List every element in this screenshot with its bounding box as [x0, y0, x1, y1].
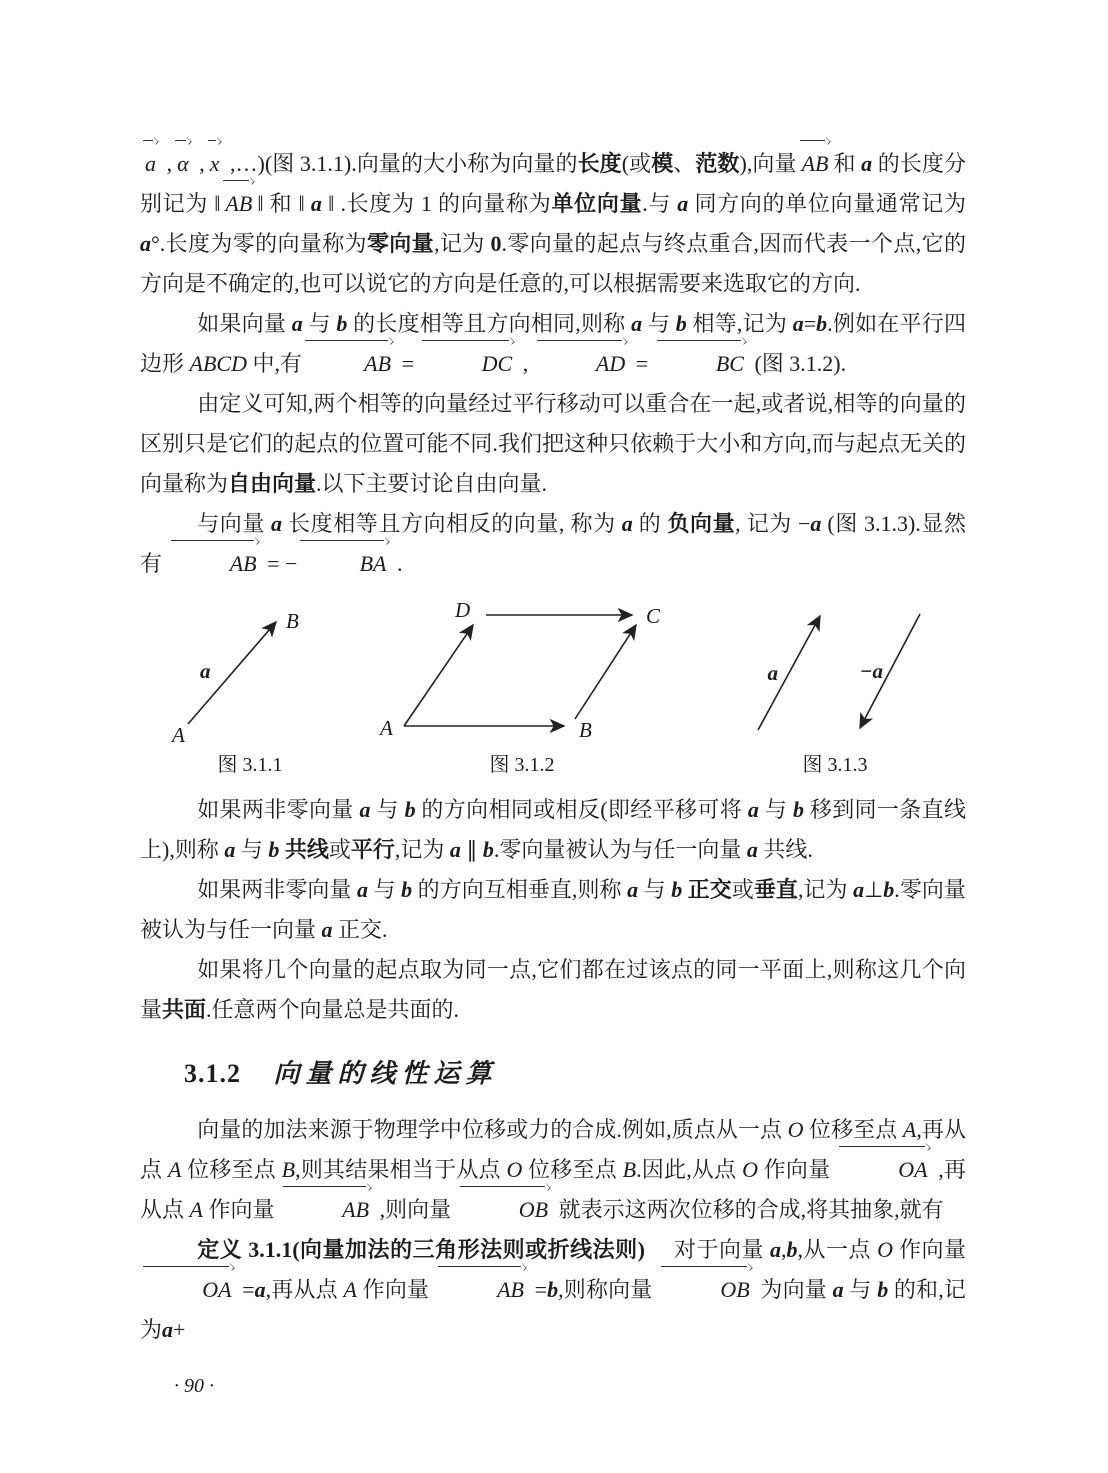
- bold-term: 单位向量: [551, 191, 643, 216]
- math-bold-italic: a: [627, 877, 639, 902]
- math-bold-italic: a: [621, 511, 633, 536]
- page-number: · 90 ·: [174, 1375, 214, 1397]
- bold-term: 零向量: [366, 231, 435, 256]
- math-bold-italic: a: [770, 1237, 782, 1262]
- vector-notation: OA: [143, 1270, 234, 1310]
- math-italic: B: [622, 1157, 637, 1182]
- figure-caption: 图 3.1.3: [802, 754, 868, 776]
- math-bold-italic: a: [832, 1277, 844, 1302]
- vector-notation: AB: [800, 144, 831, 184]
- math-bold-italic: a: [747, 797, 759, 822]
- math-bold-italic: b: [877, 1277, 889, 1302]
- math-bold-italic: a: [291, 311, 303, 336]
- math-bold-italic: b: [336, 311, 348, 336]
- math-bold-italic: a: [449, 837, 461, 862]
- math-italic: A: [167, 1157, 182, 1182]
- math-italic: ABCD: [189, 351, 247, 376]
- math-italic: O: [742, 1157, 758, 1182]
- math-italic: A: [189, 1197, 203, 1222]
- vector-diagram-parallelogram: [372, 598, 672, 748]
- vector-arrow-BC: [575, 625, 636, 719]
- vector-label-neg-a: −a: [859, 659, 883, 683]
- paragraph-vector-length: a , α , x ,…)(图 3.1.1).向量的大小称为向量的长度(或模、范数),向量 AB 和 a 的长度分别记为 ‖ AB ‖ 和 ‖ a ‖ .长度为 1 的向量称为单位向量.与 a 同方向的单位向量通常记为 a°.长度为零的向量称为零向量,记为 0.零向量的起点与终点重合,因而代表一个点,它的方向是不确定的,也可以说它的方向是任意的,可以根据需要来选取它的方向.: [140, 144, 966, 304]
- vector-notation: OB: [661, 1270, 752, 1310]
- vector-diagram-opposite-vectors: [720, 598, 950, 748]
- math-bold-italic: b: [816, 311, 828, 336]
- bold-term: 正交: [687, 877, 732, 902]
- vector-notation: AD: [537, 344, 628, 384]
- section-heading: [184, 1056, 966, 1092]
- paragraph-collinear-parallel: 如果两非零向量 a 与 b 的方向相同或相反(即经平移可将 a 与 b 移到同一条直线上),则称 a 与 b 共线或平行,记为 a ∥ b.零向量被认为与任一向量 a 共线.: [140, 797, 966, 862]
- vector-notation: OB: [460, 1190, 551, 1230]
- math-bold-italic: a: [254, 1277, 266, 1302]
- math-bold-italic: a: [861, 151, 873, 176]
- vector-label-a: a: [767, 661, 778, 685]
- math-bold-italic: b: [883, 877, 895, 902]
- math-bold-italic: b: [404, 797, 416, 822]
- paragraph-coplanar: 如果将几个向量的起点取为同一点,它们都在过该点的同一平面上,则称这几个向量共面.任意两个向量总是共面的.: [140, 957, 966, 1022]
- point-label-B: B: [286, 609, 299, 633]
- vector-notation: AB: [223, 184, 254, 224]
- math-bold-italic: a: [357, 877, 368, 902]
- figure-caption: 图 3.1.1: [217, 754, 283, 776]
- math-bold-italic: a: [224, 837, 236, 862]
- paragraph-vector-addition-origin: 向量的加法来源于物理学中位移或力的合成.例如,质点从一点 O 位移至点 A,再从点 A 位移至点 B,则其结果相当于从点 O 位移至点 B.因此,从点 O 作向量 OA ,再从点 A 作向量 AB ,则向量 OB 就表示这两次位移的合成,将其抽象,就有: [140, 1110, 966, 1230]
- math-bold-italic: b: [401, 877, 413, 902]
- math-bold-italic: b: [268, 837, 280, 862]
- math-italic: B: [281, 1157, 296, 1182]
- vector-notation: AB: [283, 1190, 371, 1230]
- paragraph-definition-3-1-1: 定义 3.1.1(向量加法的三角形法则或折线法则) 对于向量 a,b,从一点 O 作向量 OA =a,再从点 A 作向量 AB =b,则称向量 OB 为向量 a 与 b 的和,记为a+: [140, 1237, 966, 1342]
- math-bold-italic: b: [786, 1237, 798, 1262]
- bold-term: 模: [651, 151, 674, 176]
- vector-notation: BC: [657, 344, 746, 384]
- vector-notation: AB: [438, 1270, 526, 1310]
- math-italic: A: [343, 1277, 357, 1302]
- paragraph-orthogonal: 如果两非零向量 a 与 b 的方向互相垂直,则称 a 与 b 正交或垂直,记为 a⊥b.零向量被认为与任一向量 a 正交.: [140, 877, 966, 942]
- figure-3-1-1: [150, 598, 350, 780]
- point-label-A: A: [380, 716, 393, 740]
- math-bold-italic: a: [310, 191, 322, 216]
- math-bold-italic: a: [631, 311, 643, 336]
- figure-3-1-3: [720, 598, 950, 780]
- section-title: 向量的线性运算: [273, 1059, 498, 1088]
- vector-diagram-single-vector: [150, 598, 350, 748]
- bold-term: 负向量: [667, 511, 736, 536]
- vector-notation: DC: [422, 344, 514, 384]
- bold-term: 平行: [350, 837, 395, 862]
- bold-term: 自由向量: [228, 471, 317, 496]
- math-bold-italic: a: [853, 877, 865, 902]
- bold-term: 定义 3.1.1(向量加法的三角形法则或折线法则): [197, 1237, 645, 1262]
- math-bold-italic: a: [321, 917, 333, 942]
- math-bold-italic: a: [792, 311, 804, 336]
- math-bold-italic: b: [675, 311, 687, 336]
- math-bold-italic: a: [359, 797, 371, 822]
- math-bold-italic: a: [140, 231, 151, 256]
- vector-notation: a: [143, 144, 158, 184]
- math-italic: O: [787, 1117, 804, 1142]
- bold-term: 垂直: [753, 877, 798, 902]
- figure-caption: 图 3.1.2: [489, 754, 555, 776]
- bold-term: 范数: [695, 151, 740, 176]
- math-bold-italic: a: [270, 511, 282, 536]
- paragraph-negative-vector: 与向量 a 长度相等且方向相反的向量, 称为 a 的 负向量, 记为 −a (图 3.1.3).显然有 AB = − BA .: [140, 504, 966, 584]
- math-bold-italic: a: [746, 837, 758, 862]
- point-label-C: C: [646, 604, 661, 628]
- point-label-D: D: [455, 598, 471, 622]
- math-bold-italic: b: [547, 1277, 559, 1302]
- section-number: 3.1.2: [184, 1059, 241, 1088]
- paragraph-free-vectors: 由定义可知,两个相等的向量经过平行移动可以重合在一起,或者说,相等的向量的区别只是它们的起点的位置可能不同.我们把这种只依赖于大小和方向,而与起点无关的向量称为自由向量.以下主要讨论自由向量.: [140, 391, 966, 496]
- math-italic: O: [877, 1237, 893, 1262]
- bold-term: 共线: [284, 837, 329, 862]
- math-italic: O: [506, 1157, 523, 1182]
- vector-label-a: a: [200, 659, 211, 683]
- figure-3-1-2: [372, 598, 672, 780]
- vector-notation: OA: [839, 1150, 930, 1190]
- vector-notation: AB: [305, 344, 393, 384]
- vector-notation: BA: [300, 544, 388, 584]
- math-bold-italic: a: [810, 511, 822, 536]
- figures-row: [140, 598, 966, 780]
- math-bold-italic: b: [671, 877, 683, 902]
- math-italic: A: [902, 1117, 917, 1142]
- vector-notation: α: [175, 144, 191, 184]
- bold-term: 0: [490, 231, 502, 256]
- bold-term: 长度: [577, 151, 622, 176]
- math-bold-italic: b: [792, 797, 804, 822]
- paragraph-vector-equality: 如果向量 a 与 b 的长度相等且方向相同,则称 a 与 b 相等,记为 a=b.例如在平行四边形 ABCD 中,有 AB = DC , AD = BC (图 3.1.2).: [140, 304, 966, 384]
- vector-notation: AB: [171, 544, 259, 584]
- bold-term: 共面: [162, 997, 207, 1022]
- math-bold-italic: a: [677, 191, 689, 216]
- point-label-B: B: [579, 718, 592, 742]
- vector-arrow-AD: [404, 625, 473, 726]
- point-label-A: A: [172, 723, 185, 747]
- vector-notation: x: [208, 144, 222, 184]
- math-bold-italic: b: [482, 837, 494, 862]
- math-bold-italic: a: [162, 1317, 174, 1342]
